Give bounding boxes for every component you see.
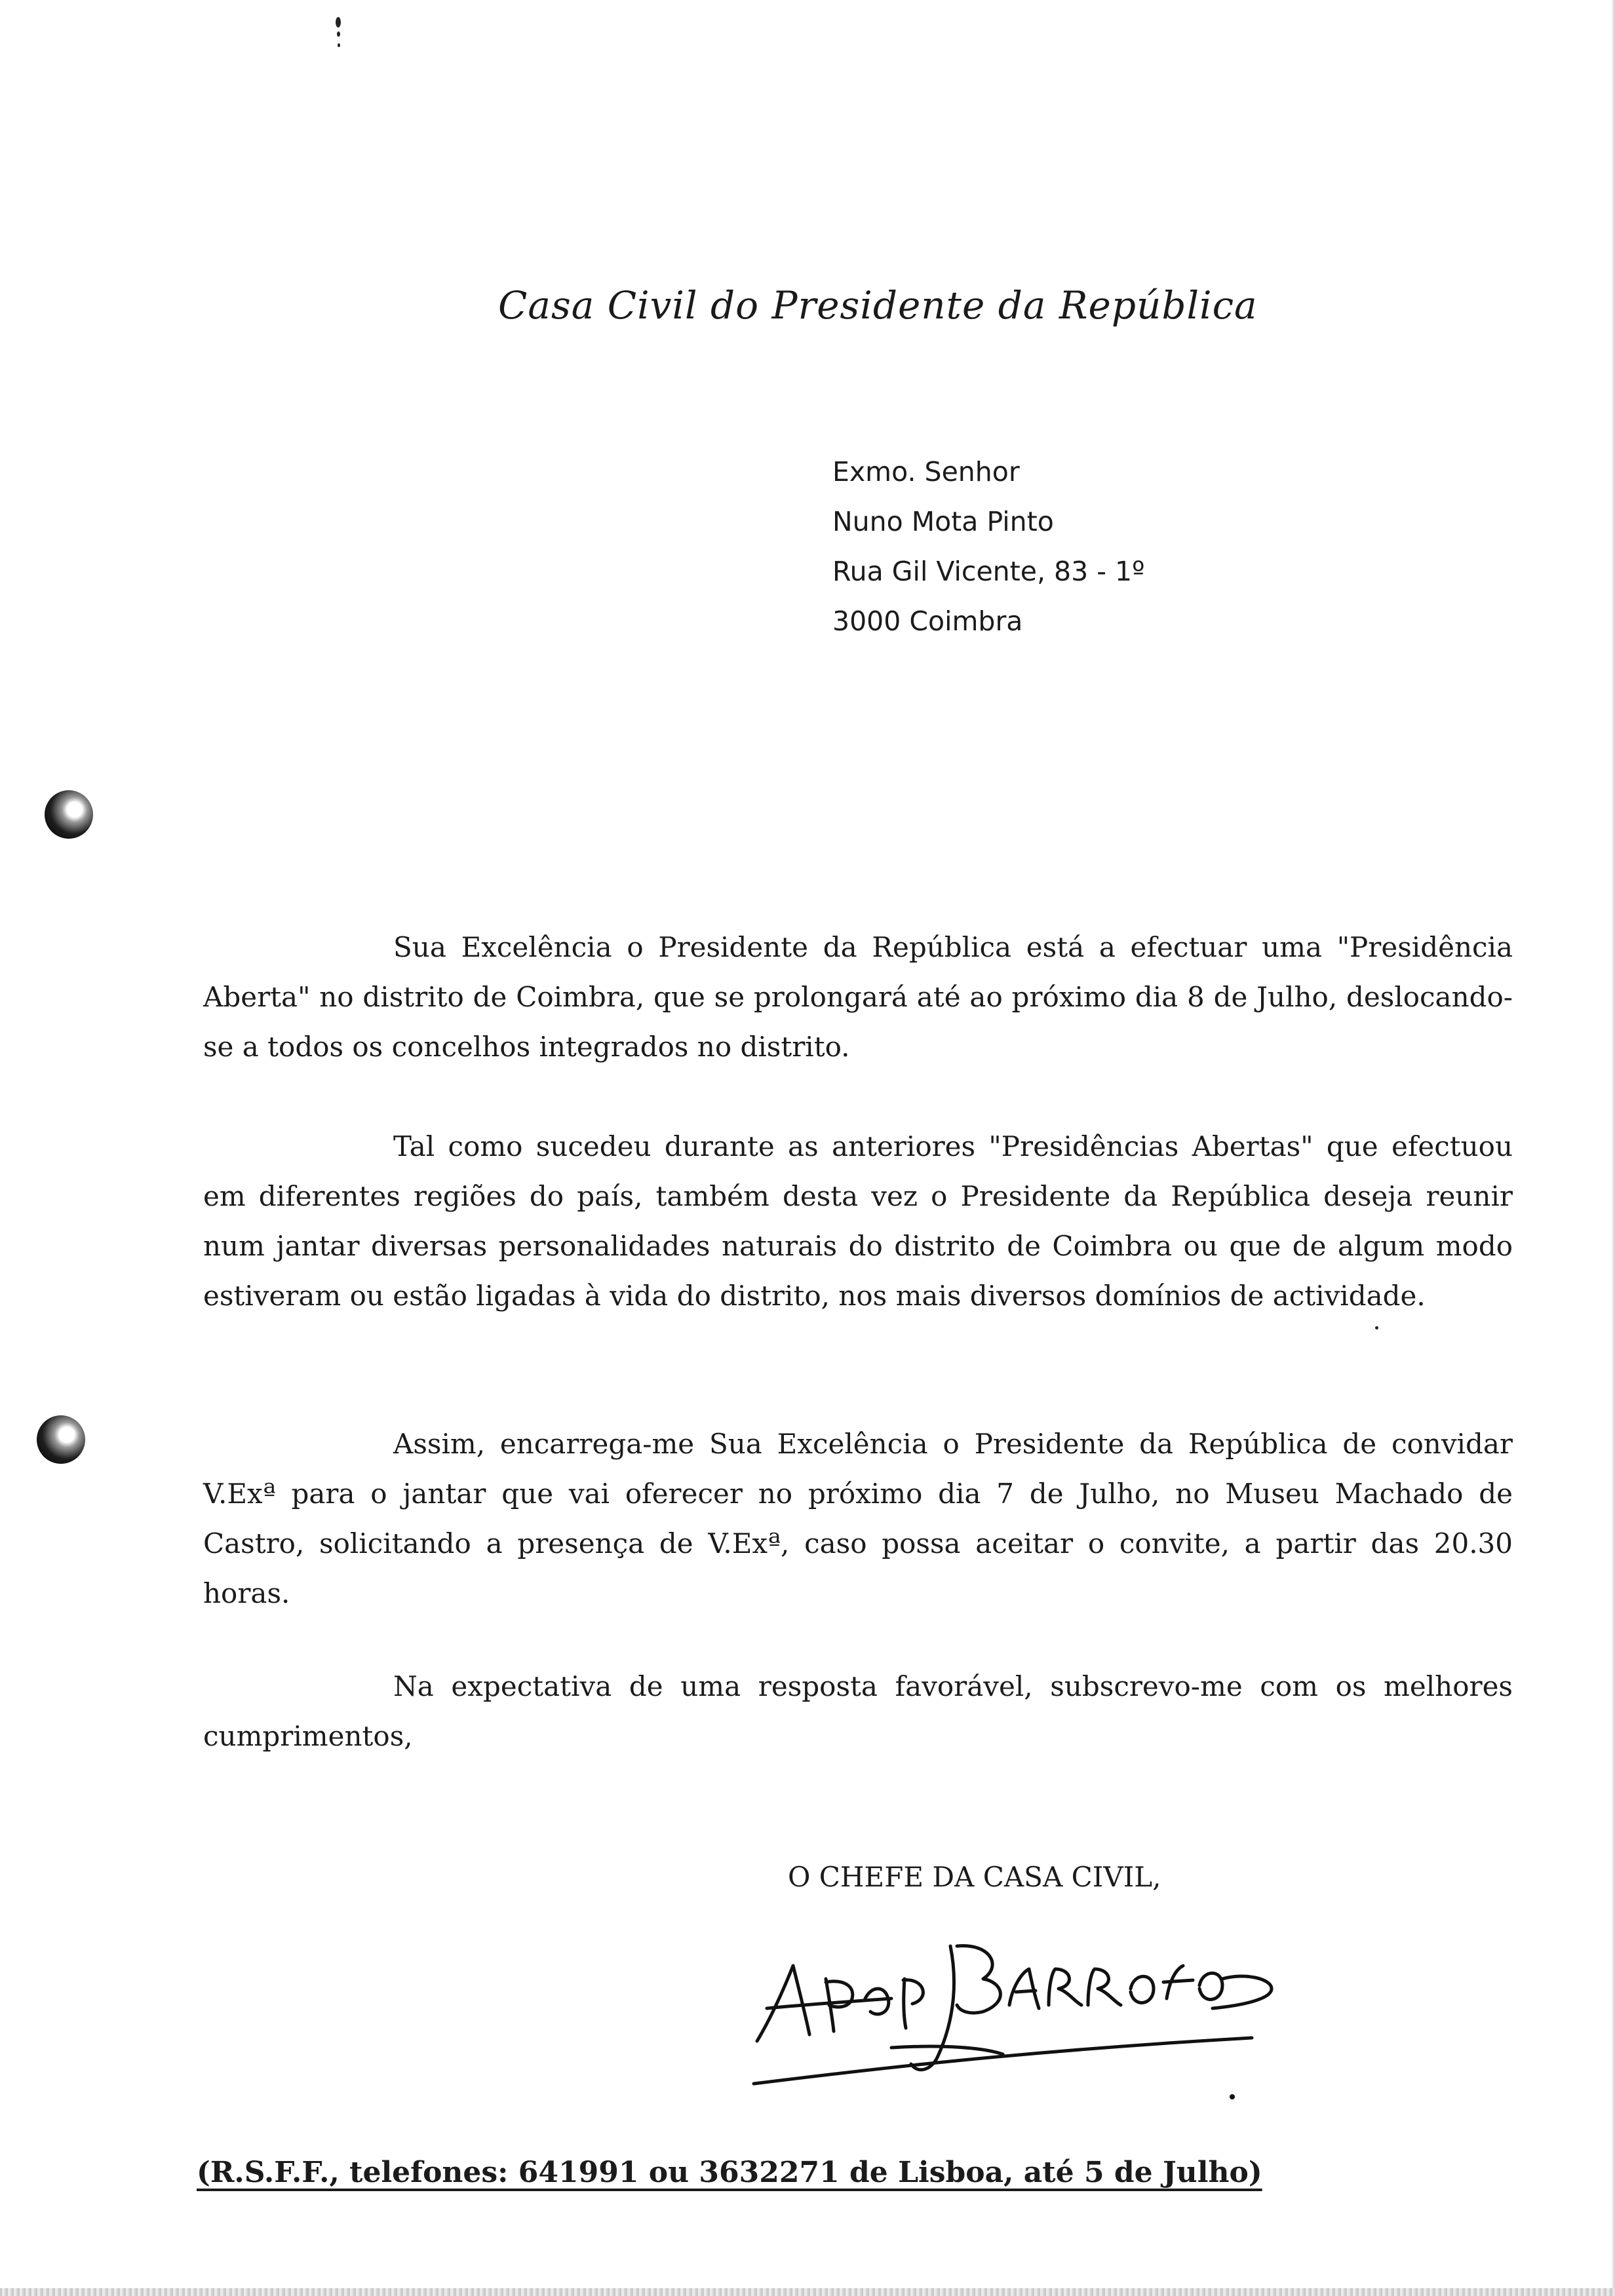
punch-hole-top (45, 790, 93, 839)
paragraph-text: Tal como sucedeu durante as anteriores "Presidências Abertas" que efectuou em diferentes regiões do país, também desta vez o Presidente da República deseja reunir num jantar diversas personalidades naturais do distrito de Coimbra ou que de algum modo estiveram ou estão ligadas à vida do distrito, nos mais diversos domínios de actividade. (203, 1130, 1513, 1312)
paragraph-text: Na expectativa de uma resposta favorável, subscrevo-me com os melhores cumprimentos, (203, 1670, 1513, 1752)
address-line: Exmo. Senhor (832, 456, 1020, 488)
scan-speck (338, 43, 340, 47)
address-line: Nuno Mota Pinto (832, 506, 1054, 537)
handwritten-signature (695, 1907, 1285, 2103)
page-edge (1611, 0, 1615, 2296)
body-paragraph (203, 1122, 1513, 1321)
scan-speck (1375, 1326, 1378, 1330)
scan-speck (336, 17, 341, 28)
scan-edge (0, 2288, 1615, 2296)
recipient-address (832, 447, 1144, 646)
closing-title: O CHEFE DA CASA CIVIL, (788, 1861, 1161, 1893)
scan-speck (337, 31, 340, 37)
punch-hole-bottom (37, 1415, 85, 1464)
letterhead: Casa Civil do Presidente da República (498, 283, 1258, 328)
paragraph-text: Sua Excelência o Presidente da República está a efectuar uma "Presidência Aberta" no distrito de Coimbra, que se prolongará até ao próximo dia 8 de Julho, deslocando-se a todos os concelhos integrados no distrito. (203, 931, 1513, 1063)
body-paragraph (203, 923, 1513, 1072)
address-line: 3000 Coimbra (832, 605, 1023, 637)
body-paragraph (203, 1662, 1513, 1761)
paragraph-text: Assim, encarrega-me Sua Excelência o Presidente da República de convidar V.Exª para o jantar que vai oferecer no próximo dia 7 de Julho, no Museu Machado de Castro, solicitando a presença de V.Exª, caso possa aceitar o convite, a partir das 20.30 horas. (203, 1428, 1513, 1609)
address-line: Rua Gil Vicente, 83 - 1º (832, 556, 1145, 587)
body-paragraph (203, 1419, 1513, 1618)
footer-note: (R.S.F.F., telefones: 641991 ou 3632271 de Lisboa, até 5 de Julho) (197, 2156, 1262, 2189)
